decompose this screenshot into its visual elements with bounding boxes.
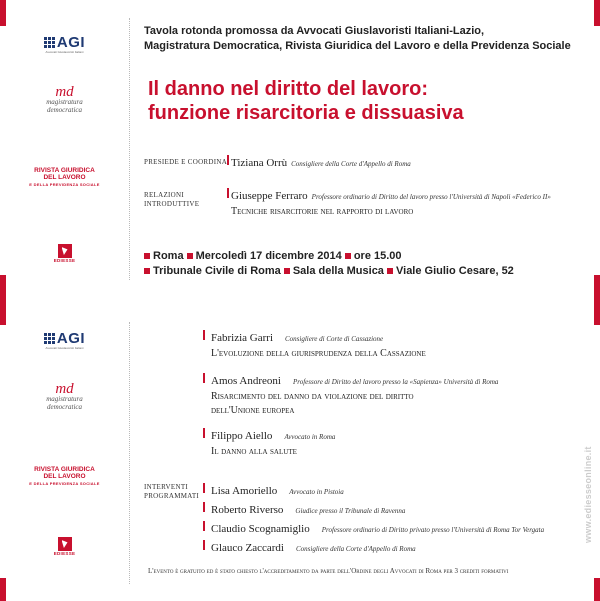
intervention-name: Claudio Scognamiglio (211, 523, 310, 535)
speaker-entry (203, 328, 426, 360)
accent-bar (203, 483, 205, 493)
speaker-desc: Consigliere di Corte di Cassazione (285, 335, 384, 343)
bullet-square (345, 253, 351, 259)
agi-logo-text: AGI (56, 329, 86, 347)
intro-desc: Professore ordinario di Diritto del lavoro presso l'Università di Napoli «Federico II» (311, 193, 551, 201)
rgl-line3: E DELLA PREVIDENZA SOCIALE (29, 182, 100, 187)
accent-bar (203, 521, 205, 531)
intervention-entry (203, 500, 405, 518)
intro-entry (231, 186, 551, 218)
rgl-line1: RIVISTA GIURIDICA (34, 466, 95, 473)
speaker-desc: Professore di Diritto del lavoro presso la «Sapienza» Università di Roma (292, 378, 499, 386)
footer-note: L'evento è gratuito ed è stato chiesto l'accreditamento da parte dell'Ordine degli Avvocati di Roma per 3 crediti formativi (148, 567, 509, 575)
speaker-entry (203, 426, 335, 458)
accent-bar (203, 330, 205, 340)
speaker-desc: Avvocato in Roma (284, 433, 336, 441)
agi-logo-subtitle: Avvocati Giuslavoristi Italiani (45, 346, 84, 350)
agi-logo (0, 33, 129, 54)
intro-role-line1: RELAZIONI (144, 191, 185, 199)
accent-bar (203, 428, 205, 438)
rgl-line2: DEL LAVORO (43, 473, 86, 480)
md-line2: democratica (47, 403, 82, 411)
intro-talk: Tecniche risarcitorie nel rapporto di lavoro (231, 206, 414, 217)
title-line2: funzione risarcitoria e dissuasiva (148, 102, 464, 124)
event-room: Sala della Musica (292, 265, 384, 277)
interventions-role-line1: INTERVENTI (144, 483, 189, 491)
md-line1: magistratura (46, 98, 83, 106)
divider-top (129, 18, 130, 280)
promo-text (144, 24, 571, 54)
rgl-line1: RIVISTA GIURIDICA (34, 167, 95, 174)
interventions-role (144, 483, 199, 501)
bullet-square (144, 268, 150, 274)
promo-line2: Magistratura Democratica, Rivista Giuridica del Lavoro e della Previdenza Sociale (144, 40, 571, 52)
speaker-talk-line2: dell'Unione europea (211, 405, 295, 416)
intervention-desc: Professore ordinario di Diritto privato presso l'Università di Roma Tor Vergata (321, 526, 545, 534)
speaker-talk-line1: Risarcimento del danno da violazione del diritto (211, 391, 414, 402)
chair-name: Tiziana Orrù (231, 157, 288, 169)
intervention-entry (203, 538, 416, 556)
website-text: www.ediesseonline.it (583, 446, 593, 543)
chair-desc: Consigliere della Corte d'Appello di Roma (291, 160, 411, 168)
md-line2: democratica (47, 106, 82, 114)
intervention-name: Lisa Amoriello (211, 485, 278, 497)
chair-role: PRESIEDE E COORDINA (144, 158, 228, 166)
promo-line1: Tavola rotonda promossa da Avvocati Giuslavoristi Italiani-Lazio, (144, 25, 485, 37)
rgl-logo-bottom (0, 466, 129, 487)
corner-accent-top-left (0, 0, 6, 26)
intervention-desc: Consigliere della Corte d'Appello di Roma (295, 545, 416, 553)
corner-accent-bottom-left (0, 578, 6, 601)
bullet-square (144, 253, 150, 259)
ediesse-text: EDIESSE (53, 551, 76, 556)
bullet-square (284, 268, 290, 274)
event-venue: Tribunale Civile di Roma (153, 265, 281, 277)
bullet-square (387, 268, 393, 274)
event-time: ore 15.00 (353, 250, 402, 262)
event-city: Roma (153, 250, 184, 262)
rgl-line2: DEL LAVORO (43, 174, 86, 181)
rgl-line3: E DELLA PREVIDENZA SOCIALE (29, 481, 100, 486)
md-mark: md (55, 84, 74, 100)
accent-bar (203, 373, 205, 383)
md-logo-bottom (0, 383, 129, 411)
event-info-line1 (144, 250, 402, 262)
md-mark: md (55, 381, 74, 397)
chair-entry (231, 153, 411, 171)
md-line1: magistratura (46, 395, 83, 403)
intro-name: Giuseppe Ferraro (231, 190, 308, 202)
divider-bottom (129, 322, 130, 584)
speaker-name: Amos Andreoni (211, 375, 281, 387)
accent-bar (203, 540, 205, 550)
bullet-square (187, 253, 193, 259)
intervention-entry (203, 481, 344, 499)
interventions-role-line2: PROGRAMMATI (144, 492, 200, 500)
corner-accent-bottom-right (594, 578, 600, 601)
intro-role-line2: INTRODUTTIVE (144, 200, 200, 208)
intervention-desc: Avvocato in Pistoia (289, 488, 344, 496)
title-line1: Il danno nel diritto del lavoro: (148, 78, 429, 100)
md-logo (0, 86, 129, 114)
ediesse-logo-bottom (0, 537, 129, 556)
accent-bar (227, 188, 229, 198)
corner-accent-mid-right (594, 275, 600, 325)
ediesse-text: EDIESSE (53, 258, 76, 263)
corner-accent-mid-left (0, 275, 6, 325)
ediesse-mark-icon (58, 537, 72, 551)
accent-bar (203, 502, 205, 512)
corner-accent-top-right (594, 0, 600, 26)
intro-role (144, 191, 199, 209)
agi-logo-text: AGI (56, 33, 86, 51)
intervention-entry (203, 519, 544, 537)
agi-logo-bottom (0, 329, 129, 350)
event-date: Mercoledì 17 dicembre 2014 (195, 250, 342, 262)
speaker-name: Filippo Aiello (211, 430, 273, 442)
ediesse-logo (0, 244, 129, 263)
intervention-name: Roberto Riverso (211, 504, 284, 516)
speaker-name: Fabrizia Garri (211, 332, 273, 344)
event-address: Viale Giulio Cesare, 52 (396, 265, 514, 277)
speaker-entry (203, 371, 498, 417)
intervention-name: Glauco Zaccardi (211, 542, 284, 554)
event-info-line2 (144, 265, 514, 277)
speaker-talk-line1: Il danno alla salute (211, 446, 297, 457)
ediesse-mark-icon (58, 244, 72, 258)
intervention-desc: Giudice presso il Tribunale di Ravenna (295, 507, 406, 515)
agi-mark-icon (44, 37, 55, 48)
speaker-talk-line1: L'evoluzione della giurisprudenza della Cassazione (211, 348, 426, 359)
agi-logo-subtitle: Avvocati Giuslavoristi Italiani (45, 50, 84, 54)
agi-mark-icon (44, 333, 55, 344)
page-title (148, 77, 464, 125)
rgl-logo (0, 167, 129, 188)
accent-bar (227, 155, 229, 165)
